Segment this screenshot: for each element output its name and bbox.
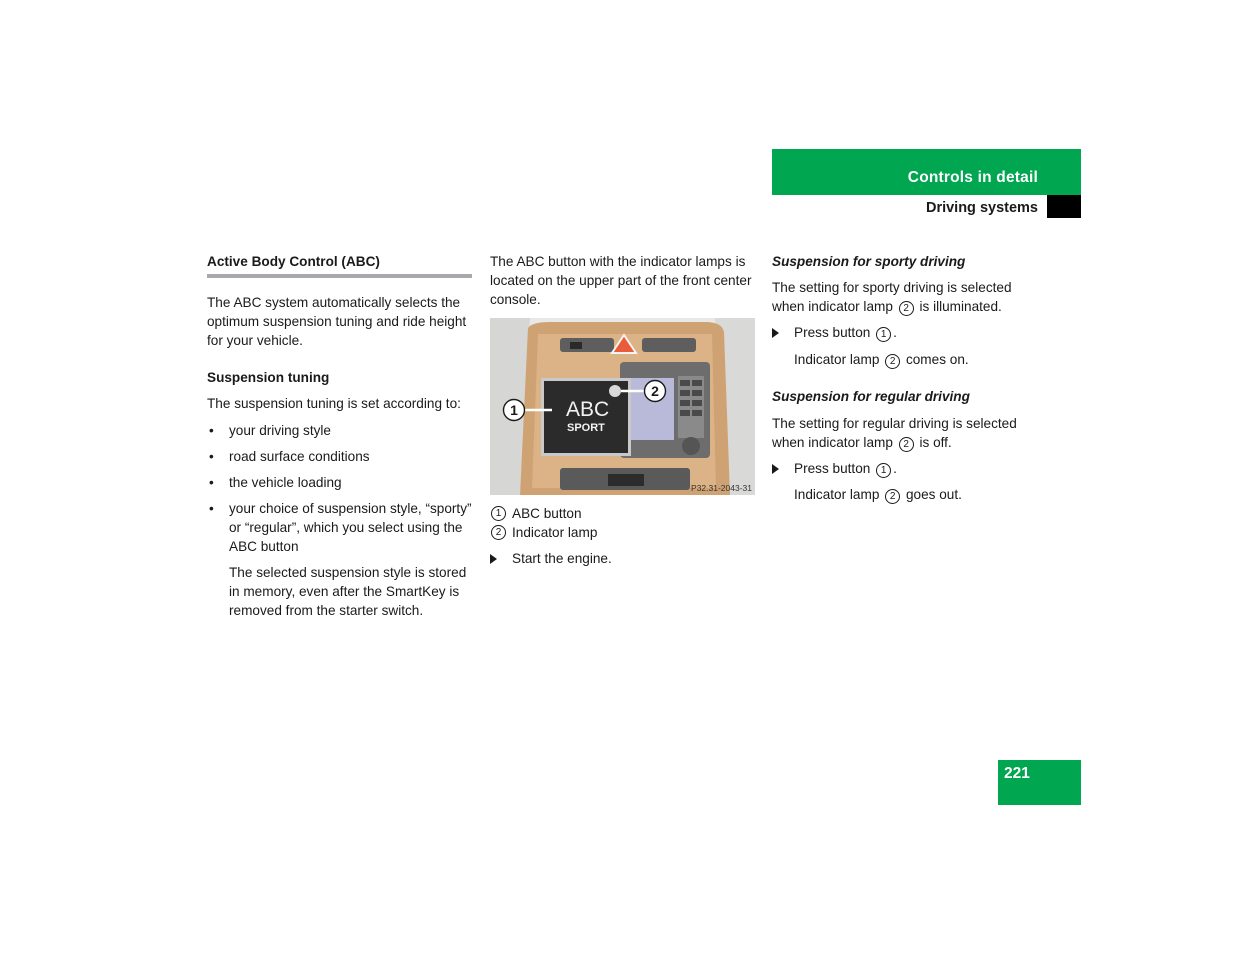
- description-text: is off.: [919, 435, 952, 450]
- description-text: The setting for sporty driving is selected when indicator lamp: [772, 280, 1012, 314]
- memory-note: The selected suspension style is stored in memory, even after the SmartKey is removed from the starter switch.: [229, 565, 467, 618]
- result-text: goes out.: [905, 487, 962, 502]
- step-press-button: Press button 1 .: [772, 323, 1042, 342]
- callout-2: 2: [651, 383, 659, 399]
- chapter-title: Controls in detail: [907, 169, 1038, 186]
- heading-sporty-driving: Suspension for sporty driving: [772, 254, 966, 269]
- result-text: Indicator lamp: [794, 487, 880, 502]
- console-illustration: [490, 318, 755, 495]
- result-text: comes on.: [905, 352, 969, 367]
- bullet-item: • road surface conditions: [207, 447, 475, 466]
- bullet-item: • your driving style: [207, 421, 475, 440]
- page-number: 221: [1004, 765, 1030, 782]
- description-text: is illuminated.: [919, 299, 1002, 314]
- arrow-icon: [772, 328, 779, 338]
- callout-number: 2: [491, 525, 506, 540]
- intro-paragraph: The ABC system automatically selects the optimum suspension tuning and ride height for your vehicle.: [207, 295, 467, 348]
- page-number-box: [998, 760, 1081, 805]
- column-3: [772, 252, 1042, 504]
- location-paragraph: The ABC button with the indicator lamps is located on the upper part of the front center console.: [490, 254, 752, 307]
- tuning-intro: The suspension tuning is set according to:: [207, 396, 461, 411]
- legend-text: ABC button: [512, 506, 582, 521]
- figure-code: P32.31-2043-31: [691, 483, 752, 493]
- callout-number: 2: [899, 301, 914, 316]
- step-press-button: Press button 1 .: [772, 459, 1042, 478]
- main-heading: Active Body Control (ABC): [207, 252, 472, 278]
- legend-text: Indicator lamp: [512, 525, 598, 540]
- callout-number: 2: [885, 354, 900, 369]
- bullet-item: • the vehicle loading: [207, 473, 475, 492]
- callout-number: 2: [885, 489, 900, 504]
- column-1: [207, 252, 475, 620]
- heading-regular-driving: Suspension for regular driving: [772, 389, 970, 404]
- callout-number: 1: [876, 463, 891, 478]
- sport-label: SPORT: [567, 422, 605, 434]
- callout-number: 2: [899, 437, 914, 452]
- section-title: Driving systems: [925, 200, 1038, 216]
- arrow-icon: [490, 554, 497, 564]
- step-text: Start the engine.: [512, 551, 612, 566]
- callout-number: 1: [876, 327, 891, 342]
- regular-description: [772, 414, 1042, 452]
- step-text: Press button: [794, 461, 871, 476]
- callout-1: 1: [510, 402, 518, 418]
- sporty-result: [772, 350, 1042, 369]
- step-text: Press button: [794, 325, 871, 340]
- chapter-header-bar: [772, 149, 1081, 195]
- abc-button-label: ABC: [566, 398, 610, 421]
- description-text: The setting for regular driving is selected when indicator lamp: [772, 416, 1017, 450]
- legend-item: [490, 504, 758, 523]
- result-text: Indicator lamp: [794, 352, 880, 367]
- column-2: [490, 252, 758, 568]
- bullet-item: • your choice of suspension style, “sporty” or “regular”, which you select using the ABC button: [207, 499, 475, 556]
- subheading-suspension-tuning: Suspension tuning: [207, 370, 330, 385]
- legend-item: [490, 523, 758, 542]
- section-marker: [1047, 195, 1081, 218]
- center-console-figure: [490, 318, 755, 495]
- step-start-engine: [490, 549, 758, 568]
- sporty-description: [772, 278, 1042, 316]
- regular-result: [772, 485, 1042, 504]
- callout-number: 1: [491, 506, 506, 521]
- arrow-icon: [772, 464, 779, 474]
